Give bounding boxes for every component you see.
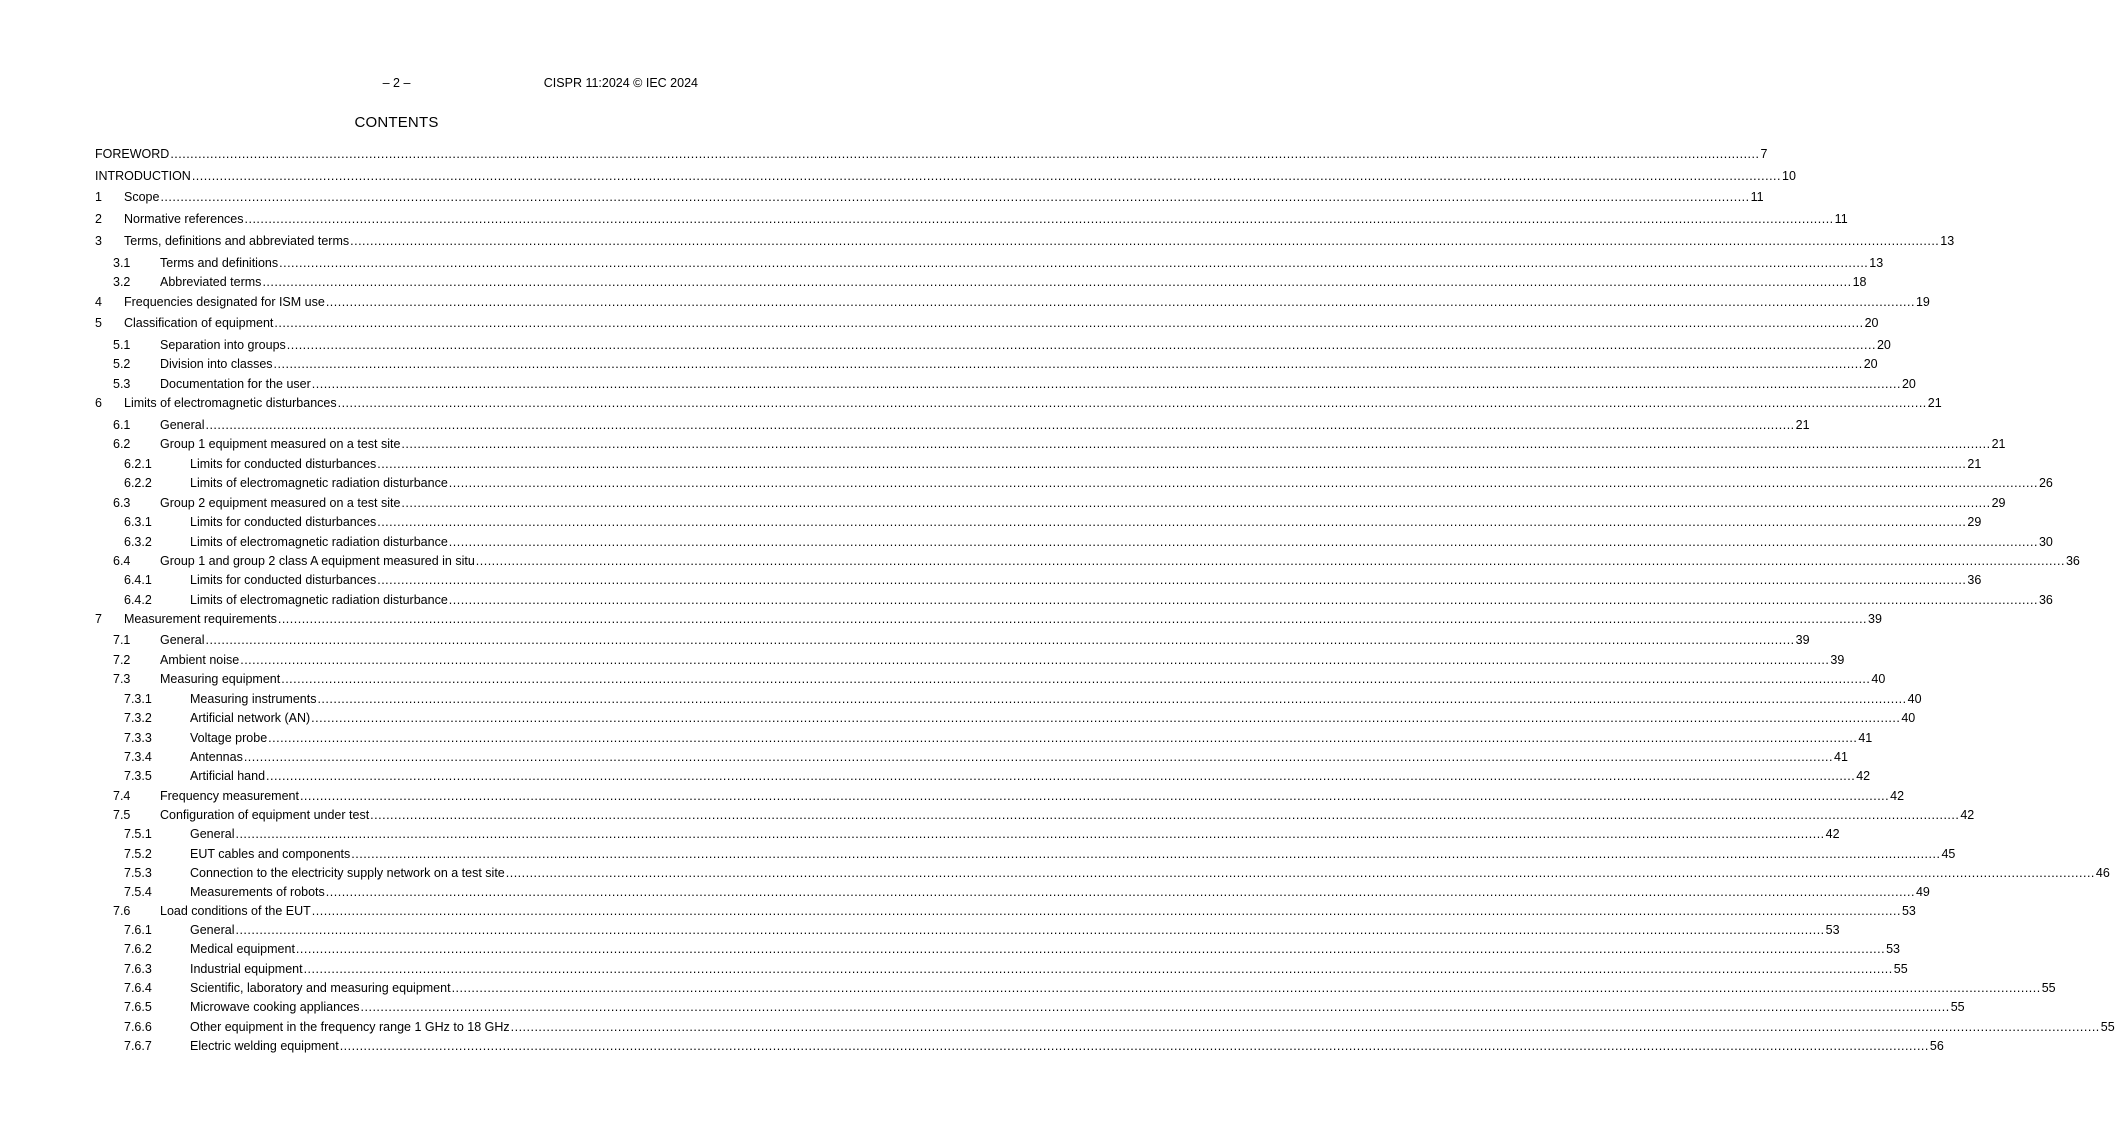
toc-entry-page: 40 — [1907, 692, 1922, 706]
toc-entry[interactable] — [95, 846, 1956, 862]
toc-entry-title: Limits for conducted disturbances — [190, 457, 377, 471]
dot-leader: ................................................................................................................................................................................................................................................................................................................................................................................................................ — [317, 692, 1907, 706]
toc-entry[interactable] — [95, 255, 1884, 271]
toc-entry-page: 36 — [2065, 554, 2080, 568]
dot-leader: ................................................................................................................................................................................................................................................................................................................................................................................................................ — [205, 633, 1795, 647]
dot-leader: ................................................................................................................................................................................................................................................................................................................................................................................................................ — [475, 554, 2065, 568]
toc-entry-title: EUT cables and components — [190, 847, 351, 861]
toc-entry-page: 13 — [1940, 234, 1955, 248]
dot-leader: ................................................................................................................................................................................................................................................................................................................................................................................................................ — [448, 535, 2038, 549]
toc-entry-title: Frequencies designated for ISM use — [124, 295, 325, 309]
dot-leader: ................................................................................................................................................................................................................................................................................................................................................................................................................ — [240, 653, 1830, 667]
toc-entry-page: 42 — [1960, 808, 1975, 822]
toc-entry-number: 7.6.4 — [124, 981, 152, 995]
toc-entry[interactable] — [95, 315, 1879, 331]
toc-entry[interactable] — [95, 671, 1886, 687]
toc-entry-title: Configuration of equipment under test — [160, 808, 370, 822]
toc-entry-title: Limits of electromagnetic disturbances — [124, 396, 337, 410]
toc-entry-title: Frequency measurement — [160, 789, 299, 803]
toc-entry-page: 55 — [1893, 962, 1908, 976]
dot-leader: ................................................................................................................................................................................................................................................................................................................................................................................................................ — [243, 750, 1833, 764]
toc-entry-title: Load conditions of the EUT — [160, 904, 311, 918]
toc-entry[interactable] — [95, 941, 1900, 957]
toc-entry-page: 53 — [1901, 904, 1916, 918]
toc-entry-page: 36 — [1967, 573, 1982, 587]
dot-leader: ................................................................................................................................................................................................................................................................................................................................................................................................................ — [266, 769, 1856, 783]
toc-entry-title: Antennas — [190, 750, 243, 764]
toc-entry[interactable] — [95, 417, 1810, 433]
toc-entry-page: 19 — [1915, 295, 1930, 309]
toc-entry-number: 6.4.2 — [124, 593, 152, 607]
toc-entry-page: 42 — [1825, 827, 1840, 841]
toc-entry-number: 5.3 — [113, 377, 131, 391]
toc-entry[interactable] — [95, 652, 1845, 668]
dot-leader: ................................................................................................................................................................................................................................................................................................................................................................................................................ — [235, 827, 1825, 841]
toc-entry-number: 7.4 — [113, 789, 131, 803]
toc-entry-title: Classification of equipment — [124, 316, 274, 330]
toc-entry-page: 26 — [2038, 476, 2053, 490]
dot-leader: ................................................................................................................................................................................................................................................................................................................................................................................................................ — [510, 1020, 2100, 1034]
toc-entry-page: 18 — [1852, 275, 1867, 289]
toc-entry-number: 6.1 — [113, 418, 131, 432]
toc-entry-page: 20 — [1864, 316, 1879, 330]
toc-entry-page: 21 — [1795, 418, 1810, 432]
toc-entry-page: 36 — [2038, 593, 2053, 607]
toc-entry-title: Division into classes — [160, 357, 273, 371]
toc-entry-number: 6 — [95, 396, 102, 410]
toc-entry-title: Separation into groups — [160, 338, 286, 352]
toc-entry-title: INTRODUCTION — [95, 169, 191, 183]
toc-entry-title: General — [190, 923, 235, 937]
dot-leader: ................................................................................................................................................................................................................................................................................................................................................................................................................ — [281, 672, 1871, 686]
toc-entry-number: 6.3.2 — [124, 535, 152, 549]
toc-entry-number: 1 — [95, 190, 102, 204]
dot-leader: ................................................................................................................................................................................................................................................................................................................................................................................................................ — [299, 789, 1890, 803]
toc-entry-page: 21 — [1991, 437, 2006, 451]
toc-entry-page: 29 — [1967, 515, 1982, 529]
toc-entry-page: 21 — [1927, 396, 1942, 410]
toc-entry[interactable] — [95, 710, 1916, 726]
toc-entry[interactable] — [95, 865, 2110, 881]
toc-entry-title: Measurement requirements — [124, 612, 277, 626]
toc-entry-number: 3.2 — [113, 275, 131, 289]
toc-entry[interactable] — [95, 826, 1840, 842]
dot-leader: ................................................................................................................................................................................................................................................................................................................................................................................................................ — [350, 234, 1940, 248]
toc-entry[interactable] — [95, 884, 1930, 900]
toc-entry[interactable] — [95, 146, 1768, 162]
toc-entry-page: 21 — [1967, 457, 1982, 471]
toc-entry-page: 41 — [1834, 750, 1848, 764]
dot-leader: ................................................................................................................................................................................................................................................................................................................................................................................................................ — [311, 711, 1901, 725]
toc-entry-number: 7.5.4 — [124, 885, 152, 899]
dot-leader: ................................................................................................................................................................................................................................................................................................................................................................................................................ — [325, 295, 1915, 309]
toc-entry-number: 7.6.3 — [124, 962, 152, 976]
toc-entry-page: 56 — [1929, 1039, 1944, 1053]
toc-entry-page: 13 — [1869, 256, 1884, 270]
dot-leader: ................................................................................................................................................................................................................................................................................................................................................................................................................ — [311, 377, 1901, 391]
toc-entry-title: Other equipment in the frequency range 1 GHz to 18 GHz — [190, 1020, 510, 1034]
dot-leader: ................................................................................................................................................................................................................................................................................................................................................................................................................ — [337, 396, 1927, 410]
toc-entry-number: 7.3.5 — [124, 769, 152, 783]
dot-leader: ................................................................................................................................................................................................................................................................................................................................................................................................................ — [205, 418, 1795, 432]
toc-entry-title: Measuring instruments — [190, 692, 317, 706]
dot-leader: ................................................................................................................................................................................................................................................................................................................................................................................................................ — [160, 190, 1750, 204]
toc-entry-number: 7.6 — [113, 904, 131, 918]
toc-entry-page: 39 — [1868, 612, 1882, 626]
toc-entry-title: Scientific, laboratory and measuring equipment — [190, 981, 451, 995]
dot-leader: ................................................................................................................................................................................................................................................................................................................................................................................................................ — [339, 1039, 1929, 1053]
dot-leader: ................................................................................................................................................................................................................................................................................................................................................................................................................ — [311, 904, 1901, 918]
toc-entry-number: 7.6.1 — [124, 923, 152, 937]
toc-entry-number: 6.4.1 — [124, 573, 152, 587]
toc-entry-number: 7.3.3 — [124, 731, 152, 745]
toc-entry-number: 7.5.2 — [124, 847, 152, 861]
dot-leader: ................................................................................................................................................................................................................................................................................................................................................................................................................ — [448, 593, 2038, 607]
toc-entry[interactable] — [95, 189, 1764, 205]
toc-entry-title: Microwave cooking appliances — [190, 1000, 360, 1014]
toc-entry[interactable] — [95, 922, 1840, 938]
toc-entry-page: 40 — [1901, 711, 1916, 725]
toc-entry-title: Measuring equipment — [160, 672, 281, 686]
toc-entry[interactable] — [95, 294, 1930, 310]
toc-entry[interactable] — [95, 395, 1942, 411]
toc-entry-title: General — [160, 633, 205, 647]
toc-entry[interactable] — [95, 233, 1955, 249]
dot-leader: ................................................................................................................................................................................................................................................................................................................................................................................................................ — [370, 808, 1960, 822]
toc-entry[interactable] — [95, 211, 1848, 227]
toc-entry-number: 7.2 — [113, 653, 131, 667]
toc-entry-title: Limits for conducted disturbances — [190, 573, 377, 587]
toc-entry[interactable] — [95, 534, 2053, 550]
dot-leader: ................................................................................................................................................................................................................................................................................................................................................................................................................ — [448, 476, 2038, 490]
toc-entry[interactable] — [95, 514, 1982, 530]
toc-entry-title: Limits of electromagnetic radiation disturbance — [190, 535, 448, 549]
toc-entry-title: Documentation for the user — [160, 377, 311, 391]
toc-entry[interactable] — [95, 168, 1796, 184]
toc-entry-title: Limits of electromagnetic radiation disturbance — [190, 476, 448, 490]
toc-entry-page: 55 — [2041, 981, 2056, 995]
toc-entry-title: Electric welding equipment — [190, 1039, 339, 1053]
toc-entry[interactable] — [95, 356, 1878, 372]
dot-leader: ................................................................................................................................................................................................................................................................................................................................................................................................................ — [274, 316, 1864, 330]
toc-entry[interactable] — [95, 730, 1873, 746]
toc-entry[interactable] — [95, 961, 1908, 977]
toc-entry[interactable] — [95, 436, 2006, 452]
toc-entry[interactable] — [95, 553, 2080, 569]
toc-entry-number: 2 — [95, 212, 102, 226]
toc-entry-number: 7.3.4 — [124, 750, 152, 764]
toc-entry-number: 6.3 — [113, 496, 131, 510]
toc-entry-page: 55 — [2100, 1020, 2115, 1034]
toc-entry[interactable] — [95, 768, 1871, 784]
toc-entry-page: 42 — [1890, 789, 1905, 803]
toc-entry-page: 45 — [1941, 847, 1956, 861]
toc-entry-title: Terms, definitions and abbreviated terms — [124, 234, 350, 248]
toc-entry[interactable] — [95, 788, 1905, 804]
toc-entry-number: 7.5 — [113, 808, 131, 822]
toc-entry-page: 30 — [2038, 535, 2053, 549]
toc-entry-number: 7.3.2 — [124, 711, 152, 725]
toc-entry-title: Voltage probe — [190, 731, 268, 745]
toc-entry-number: 7.6.5 — [124, 1000, 152, 1014]
toc-entry-page: 49 — [1915, 885, 1930, 899]
toc-entry-number: 3.1 — [113, 256, 131, 270]
toc-entry-number: 7.6.2 — [124, 942, 152, 956]
toc-entry-title: Abbreviated terms — [160, 275, 262, 289]
dot-leader: ................................................................................................................................................................................................................................................................................................................................................................................................................ — [235, 923, 1825, 937]
toc-entry-page: 29 — [1991, 496, 2006, 510]
toc-entry-page: 20 — [1901, 377, 1916, 391]
toc-entry[interactable] — [95, 592, 2053, 608]
toc-entry-page: 11 — [1834, 212, 1848, 226]
toc-entry[interactable] — [95, 691, 1922, 707]
toc-entry-page: 20 — [1876, 338, 1891, 352]
toc-entry-number: 7.3 — [113, 672, 131, 686]
dot-leader: ................................................................................................................................................................................................................................................................................................................................................................................................................ — [401, 496, 1991, 510]
dot-leader: ................................................................................................................................................................................................................................................................................................................................................................................................................ — [505, 866, 2095, 880]
toc-entry[interactable] — [95, 1038, 1944, 1054]
dot-leader: ................................................................................................................................................................................................................................................................................................................................................................................................................ — [277, 612, 1868, 626]
toc-entry-number: 6.2 — [113, 437, 131, 451]
dot-leader: ................................................................................................................................................................................................................................................................................................................................................................................................................ — [451, 981, 2041, 995]
toc-entry-title: FOREWORD — [95, 147, 170, 161]
toc-entry-number: 7.1 — [113, 633, 131, 647]
toc-entry[interactable] — [95, 999, 1965, 1015]
toc-entry-page: 42 — [1856, 769, 1871, 783]
toc-entry-number: 7 — [95, 612, 102, 626]
dot-leader: ................................................................................................................................................................................................................................................................................................................................................................................................................ — [295, 942, 1886, 956]
toc-entry-number: 6.2.2 — [124, 476, 152, 490]
toc-entry-title: Group 1 equipment measured on a test site — [160, 437, 401, 451]
dot-leader: ................................................................................................................................................................................................................................................................................................................................................................................................................ — [303, 962, 1893, 976]
document-id: CISPR 11:2024 © IEC 2024 — [543, 76, 698, 90]
toc-entry-title: Scope — [124, 190, 160, 204]
page-header — [95, 76, 698, 92]
toc-entry-number: 5.1 — [113, 338, 131, 352]
toc-entry-page: 41 — [1858, 731, 1873, 745]
page-number: – 2 – — [382, 76, 411, 90]
toc-entry-page: 20 — [1863, 357, 1878, 371]
dot-leader: ................................................................................................................................................................................................................................................................................................................................................................................................................ — [286, 338, 1876, 352]
toc-entry-title: Normative references — [124, 212, 244, 226]
toc-entry-page: 10 — [1782, 169, 1796, 183]
toc-entry-title: Medical equipment — [190, 942, 295, 956]
dot-leader: ................................................................................................................................................................................................................................................................................................................................................................................................................ — [377, 457, 1967, 471]
toc-entry[interactable] — [95, 376, 1916, 392]
toc-entry-page: 7 — [1760, 147, 1768, 161]
toc-entry[interactable] — [95, 337, 1891, 353]
toc-entry[interactable] — [95, 475, 2053, 491]
toc-entry-page: 55 — [1950, 1000, 1965, 1014]
toc-entry-number: 6.2.1 — [124, 457, 152, 471]
toc-entry-number: 7.5.1 — [124, 827, 152, 841]
toc-entry-page: 40 — [1871, 672, 1886, 686]
toc-entry-title: Measurements of robots — [190, 885, 325, 899]
toc-entry-title: General — [190, 827, 235, 841]
toc-entry-page: 39 — [1795, 633, 1810, 647]
toc-entry[interactable] — [95, 611, 1882, 627]
dot-leader: ................................................................................................................................................................................................................................................................................................................................................................................................................ — [279, 256, 1869, 270]
contents-title: CONTENTS — [354, 114, 439, 131]
toc-entry-page: 46 — [2095, 866, 2110, 880]
toc-entry[interactable] — [95, 456, 1982, 472]
toc-entry-number: 7.5.3 — [124, 866, 152, 880]
toc-entry-page: 53 — [1886, 942, 1900, 956]
dot-leader: ................................................................................................................................................................................................................................................................................................................................................................................................................ — [170, 147, 1760, 161]
toc-entry-page: 39 — [1830, 653, 1845, 667]
toc-entry[interactable] — [95, 807, 1975, 823]
toc-entry-title: Group 1 and group 2 class A equipment measured in situ — [160, 554, 475, 568]
toc-entry-number: 7.6.6 — [124, 1020, 152, 1034]
toc-entry-title: General — [160, 418, 205, 432]
dot-leader: ................................................................................................................................................................................................................................................................................................................................................................................................................ — [325, 885, 1915, 899]
toc-entry-number: 6.4 — [113, 554, 131, 568]
toc-entry[interactable] — [95, 274, 1867, 290]
toc-entry-page: 53 — [1825, 923, 1840, 937]
dot-leader: ................................................................................................................................................................................................................................................................................................................................................................................................................ — [268, 731, 1858, 745]
toc-entry[interactable] — [95, 749, 1848, 765]
toc-entry[interactable] — [95, 495, 2006, 511]
toc-entry-title: Artificial network (AN) — [190, 711, 311, 725]
dot-leader: ................................................................................................................................................................................................................................................................................................................................................................................................................ — [377, 515, 1967, 529]
dot-leader: ................................................................................................................................................................................................................................................................................................................................................................................................................ — [360, 1000, 1950, 1014]
toc-entry-title: Group 2 equipment measured on a test site — [160, 496, 401, 510]
toc-entry-title: Connection to the electricity supply network on a test site — [190, 866, 505, 880]
toc-entry-title: Artificial hand — [190, 769, 266, 783]
toc-entry-title: Ambient noise — [160, 653, 240, 667]
toc-entry-title: Limits of electromagnetic radiation disturbance — [190, 593, 448, 607]
toc-entry[interactable] — [95, 903, 1916, 919]
toc-entry-title: Limits for conducted disturbances — [190, 515, 377, 529]
dot-leader: ................................................................................................................................................................................................................................................................................................................................................................................................................ — [244, 212, 1834, 226]
toc-entry-number: 5 — [95, 316, 102, 330]
dot-leader: ................................................................................................................................................................................................................................................................................................................................................................................................................ — [191, 169, 1781, 183]
dot-leader: ................................................................................................................................................................................................................................................................................................................................................................................................................ — [351, 847, 1941, 861]
toc-entry[interactable] — [95, 572, 1982, 588]
toc-entry-page: 11 — [1750, 190, 1764, 204]
toc-entry-number: 7.6.7 — [124, 1039, 152, 1053]
dot-leader: ................................................................................................................................................................................................................................................................................................................................................................................................................ — [401, 437, 1991, 451]
toc-entry-number: 6.3.1 — [124, 515, 152, 529]
toc-entry-title: Terms and definitions — [160, 256, 279, 270]
toc-entry[interactable] — [95, 980, 2056, 996]
toc-entry-number: 5.2 — [113, 357, 131, 371]
toc-entry-title: Industrial equipment — [190, 962, 303, 976]
toc-entry-number: 4 — [95, 295, 102, 309]
toc-entry-number: 7.3.1 — [124, 692, 152, 706]
dot-leader: ................................................................................................................................................................................................................................................................................................................................................................................................................ — [262, 275, 1852, 289]
toc-entry[interactable] — [95, 632, 1810, 648]
toc-entry-number: 3 — [95, 234, 102, 248]
toc-entry[interactable] — [95, 1019, 2115, 1035]
dot-leader: ................................................................................................................................................................................................................................................................................................................................................................................................................ — [377, 573, 1967, 587]
dot-leader: ................................................................................................................................................................................................................................................................................................................................................................................................................ — [273, 357, 1863, 371]
